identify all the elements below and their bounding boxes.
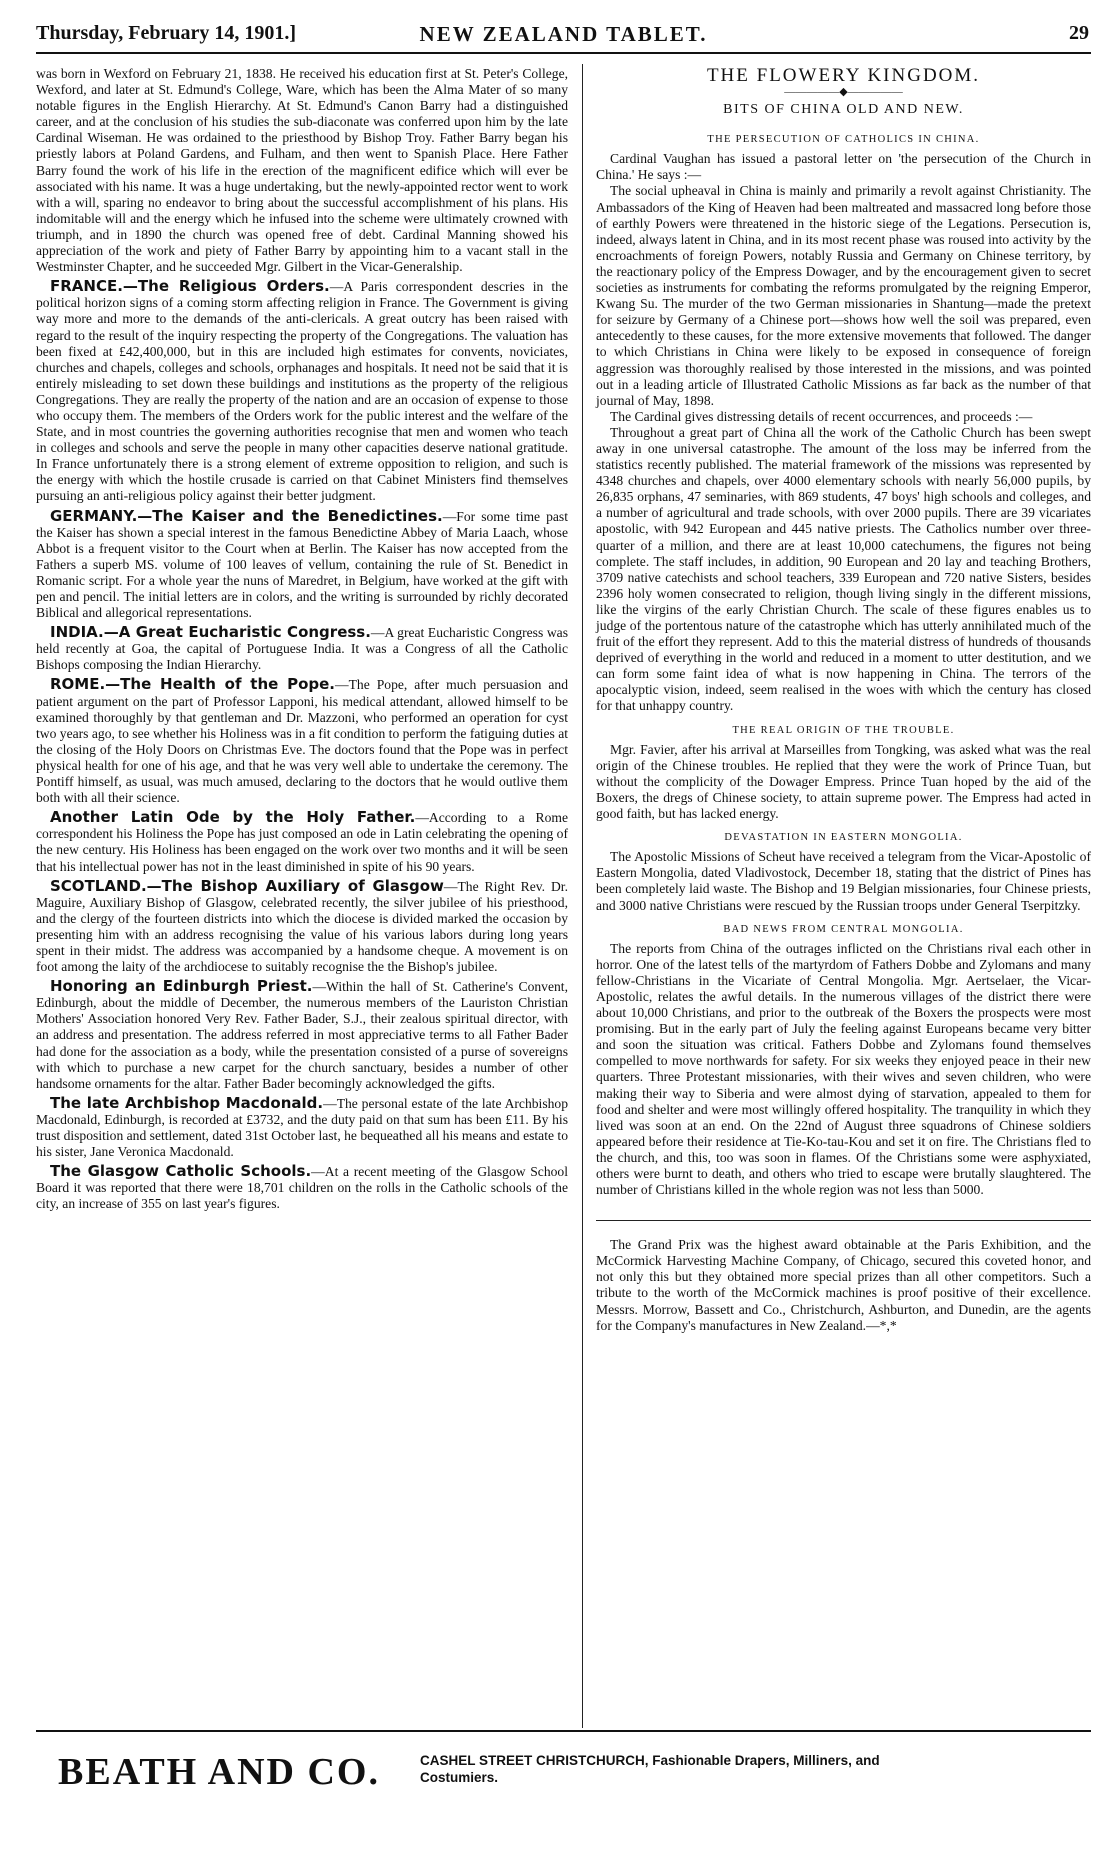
article-heading: Honoring an Edinburgh Priest. <box>50 977 313 996</box>
feature-title: THE FLOWERY KINGDOM. <box>706 65 981 86</box>
article-heading: The Glasgow Catholic Schools. <box>50 1162 312 1181</box>
intro-paragraph: was born in Wexford on February 21, 1838. He received his education first at St. Peter's College, Wexford, and later at St. Edmund's College, Ware, which has been the Alma Mater of so many notable figures in the English Hierarchy. At St. Edmund's Canon Barry had a distinguished career, and at the conclusion of his studies the sub-diaconate was conferred upon him by the late Cardinal Wiseman. He was ordained to the priesthood by Bishop Troy. Father Barry began his priestly labors at Poland Gardens, and Fulham, and then went to Spanish Place. Here Father Barry found the work of his life in the erection of the magnificent edifice which will ever be associated with his name. It was a huge undertaking, but the newly-appointed rector went to work with a will, sparing no endeavor to bring about the successful accomplishment of his plans. His indomitable will and the energy which he infused into the scheme were ultimately crowned with triumph, and in 1890 the church was opened free of debt. Cardinal Manning showed his appreciation of the work and piety of Father Barry by appointing him to a vacant stall in the Westminster Chapter, and he succeeded Mgr. Gilbert in the Vicar-Generalship. <box>36 66 568 275</box>
article-heading: SCOTLAND.—The Bishop Auxiliary of Glasgow <box>50 876 444 895</box>
ornament-divider: —————◆————— <box>784 86 903 99</box>
paragraph: Mgr. Favier, after his arrival at Marseilles from Tongking, was asked what was the real origin of the Chinese troubles. He replied that they were the work of Prince Tuan, but without the complicity of the Dowager Empress. Prince Tuan hoped by the aid of the Boxers, the dregs of Chinese society, to attain supreme power. The Empress had acted in good faith, but has lacked energy. <box>596 741 1091 822</box>
subhead-devastation: DEVASTATION IN EASTERN MONGOLIA. <box>724 832 963 844</box>
left-column <box>36 66 568 1212</box>
article-archbishop-macdonald <box>36 1095 568 1160</box>
article-india <box>36 624 568 673</box>
article-latin-ode <box>36 809 568 874</box>
column-divider <box>582 64 583 1728</box>
paragraph: Cardinal Vaughan has issued a pastoral letter on 'the persecution of the Church in China.' He says :— <box>596 151 1091 183</box>
paragraph: The reports from China of the outrages inflicted on the Christians rival each other in horror. One of the latest tells of the martyrdom of Fathers Dobbe and Zylomans and many fellow-Christians in the Vicariate of Central Mongolia. Mgr. Aertselaer, the Vicar-Apostolic, relates the awful details. In the numerous villages of the district there were about 10,000 Christians, and prior to the outbreak of the Boxers the prospects were most promising. But in the early part of July the feeling against Europeans became very bitter and soon the situation was critical. Fathers Dobbe and Zylomans found themselves compelled to move northwards for safety. For six weeks they enjoyed peace in their new quarters. Three Protestant missionaries, with their wives and seven children, who were making their way to Siberia and were almost dying of starvation, appealed to them for food and shelter and were most willingly offered hospitality. The tranquility in which they lived was soon at an end. On the 22nd of August three squadrons of Chinese soldiers appeared before their residence at Tie-Ko-tau-Kou and set it on fire. The Christians fled to the church, and this, too was soon in flames. Of the Christians some were asphyxiated, others were burnt to death, and others who tried to escape were brutally slaughtered. The number of Christians killed in the whole region was not less than 5000. <box>596 940 1091 1198</box>
feature-subtitle: BITS OF CHINA OLD AND NEW. <box>723 102 964 118</box>
article-body: —A Paris correspondent descries in the political horizon signs of a coming storm affecting religion in France. The Government is giving way more and more to the demands of the anti-clericals. A great outcry has been raised with regard to the result of the inquiry respecting the property of the Congregations. The valuation has been fixed at £42,400,000, but in this are included high estimates for convents, noviciates, churches and chapels, colleges and schools, orphanages and hospitals. It need not be said that it is entirely misleading to set down these buildings and institutions as the property of the religious Congregations. They are really the property of the nation and are an occasion of expense to those who occupy them. The members of the Orders work for the public interest and the welfare of the State, and in most countries the governing authorities recognise that men and women who teach in colleges and schools and serve the people in many other capacities deserve national gratitude. In France unfortunately there is a strong element of extreme opposition to religion, and such is the energy with which the hostile crusade is carried on that Cabinet Ministers find themselves pursuing an anti-religious policy against their better judgment. <box>36 279 568 504</box>
article-heading: GERMANY.—The Kaiser and the Benedictines. <box>50 506 443 525</box>
newspaper-page <box>36 18 1091 1848</box>
article-body: —At a recent meeting of the Glasgow School Board it was reported that there were 18,701 children on the rolls in the Catholic schools of the city, an increase of 355 on last year's figures. <box>36 1164 568 1212</box>
paragraph: The Cardinal gives distressing details of recent occurrences, and proceeds :— <box>610 408 1033 424</box>
subhead-persecution: THE PERSECUTION OF CATHOLICS IN CHINA. <box>707 134 980 146</box>
article-heading: ROME.—The Health of the Pope. <box>50 675 336 694</box>
article-heading: Another Latin Ode by the Holy Father. <box>50 808 416 827</box>
article-body: —The personal estate of the late Archbishop Macdonald, Edinburgh, is recorded at £3732, and the duty paid on that sum has been £11. By his trust disposition and settlement, dated 31st October last, he bequeathed all his means and estate to his sister, Jane Veronica Macdonald. <box>36 1095 568 1160</box>
article-heading: INDIA.—A Great Eucharistic Congress. <box>50 623 371 642</box>
article-body: —For some time past the Kaiser has shown a special interest in the famous Benedictine Abbey of Maria Laach, whose Abbot is a frequent visitor to the Court when at Berlin. The Kaiser has now accepted from the Fathers a superb MS. volume of 100 leaves of vellum, containing the rule of St. Benedict in Romanic script. For a whole year the nuns of Maredret, in Belgium, have worked at the gift with pen and pencil. The initial letters are in colors, and the writing is surrounded by richly decorated Biblical and allegorical representations. <box>36 508 568 621</box>
subhead-bad-news: BAD NEWS FROM CENTRAL MONGOLIA. <box>723 923 964 935</box>
paragraph: The Apostolic Missions of Scheut have received a telegram from the Vicar-Apostolic of Eastern Mongolia, dated Vladivostock, December 18, stating that the district of Pines has been completely laid waste. The Bishop and 19 Belgian missionaries, four Chinese priests, and 3000 native Christians were rescued by the Russian troops under General Tserpitzky. <box>596 849 1091 913</box>
article-body: —A great Eucharistic Congress was held recently at Goa, the capital of Portuguese India. It was a Congress of all the Catholic Bishops composing the Indian Hierarchy. <box>36 625 568 673</box>
article-body: —According to a Rome correspondent his Holiness the Pope has just composed an ode in Latin celebrating the opening of the new century. His Holiness has been engaged on the work over two months and it will be seen that his intellectual power has not in the least diminished in spite of his 90 years. <box>36 810 568 874</box>
paragraph: The social upheaval in China is mainly and primarily a revolt against Christianity. The Ambassadors of the King of Heaven had been maltreated and massacred long before those of earthly Powers were threatened in the historic siege of the Legations. Persecution is, indeed, always latent in China, and in its most recent phase was roused into activity by the encroachments of foreign Powers, notably Russia and Germany on Chinese territory, by the reactionary policy of the Empress Dowager, and by the encouragement given to secret societies as instruments for combating the reforms promulgated by the reigning Emperor, Kwang Su. The murder of the two German missionaries in Shantung—made the pretext for seizure by Germany of a Chinese port—shows how well the soil was prepared, even antecedently to these causes, for the more extensive movements that followed. The danger to which Christians in China were likely to be exposed in consequence of foreign aggression was thoroughly realised by those interested in the missions, and was pointed out in a leading article of Illustrated Catholic Missions as far back as the number of that journal of May, 1898. <box>596 183 1091 408</box>
footer-rule <box>36 1730 1091 1732</box>
article-germany <box>36 508 568 622</box>
header-page-number: 29 <box>1069 22 1089 44</box>
article-heading: FRANCE.—The Religious Orders. <box>50 277 330 296</box>
footer-address <box>420 1752 880 1786</box>
article-body: —The Pope, after much persuasion and patient argument on the part of Professor Lapponi, his medical attendant, allowed himself to be examined thoroughly by that gentleman and Dr. Mazzoni, who performed an operation for cyst two years ago, to see whether his Holiness was in a fit condition to perform the fatiguing duties at the closing of the Holy Doors on Christmas Eve. The doctors found that the Pope was in perfect physical health for one of his age, and that he was very well able to undertake the ceremony. The Pontiff himself, as usual, was much amused, declaring to the doctors that he would outlive them both with all their science. <box>36 677 569 806</box>
footer-line-2: Costumiers. <box>420 1770 499 1785</box>
article-edinburgh-priest <box>36 978 568 1092</box>
subhead-origin: THE REAL ORIGIN OF THE TROUBLE. <box>732 724 955 736</box>
header-date: Thursday, February 14, 1901.] <box>36 22 297 44</box>
article-rome <box>36 676 568 806</box>
page-header <box>36 18 1091 54</box>
footer-line-1: CASHEL STREET CHRISTCHURCH, Fashionable Drapers, Milliners, and <box>420 1753 880 1768</box>
footer-advertisement <box>36 1740 1091 1820</box>
article-body: —Within the hall of St. Catherine's Convent, Edinburgh, about the middle of December, the numerous members of the Lauriston Christian Mothers' Association honored Very Rev. Father Bader, S.J., their zealous spiritual director, with an address and presentation. The address referred in most appreciative terms to all Father Bader had done for the association as a body, while the presentation consisted of a purse of sovereigns with which to purchase a new carpet for the church sanctuary, besides a number of other handsome ornaments for the altar. Father Bader becomingly acknowledged the gifts. <box>36 979 568 1091</box>
paragraph: Throughout a great part of China all the work of the Catholic Church has been swept away in one universal catastrophe. The amount of the loss may be inferred from the statistics recently published. The material framework of the missions was represented by 4348 churches and chapels, over 4000 elementary schools with nearly 56,000 pupils, by 26,835 orphans, 47 seminaries, with 869 students, 47 boys' high schools and colleges, and a number of agricultural and trade schools, with over 2000 pupils. There are 39 vicariates apostolic, with 942 European and 445 native priests. The Catholics number over three-quarter of a million, and there are at least 10,000 catechumens, the figures not being complete. The staff includes, in addition, 90 European and 20 lay and teaching Brothers, 3709 native catechists and school teachers, 339 European and 720 native Sisters, besides 2396 holy women consecrated to religion, though living singly in the different missions, like the virgins of the early Christian Church. The scale of these figures enables us to judge of the portentous nature of the catastrophe which has utterly annihilated much of the fruit of the effort they represent. Add to this the material distress of hundreds of thousands deprived of everything in the world and reduced in a moment to utter destitution, and we can form some faint idea of what is now happening in China. The terrors of the apocalyptic vision, indeed, seem realised in the woes with which the century has closed for that unhappy country. <box>596 424 1091 714</box>
article-body: —The Right Rev. Dr. Maguire, Auxiliary Bishop of Glasgow, celebrated recently, the silver jubilee of his priesthood, and the clergy of the fourteen districts into which the diocese is divided marked the occasion by presenting him with an address recognising the value of his various labors during long years spent in their midst. The address was accompanied by a handsome cheque. A movement is on foot among the laity of the archdiocese to suitably recognise the the Bishop's jubilee. <box>36 878 568 975</box>
section-rule <box>596 1220 1091 1221</box>
right-column <box>596 66 1091 1334</box>
article-glasgow-schools <box>36 1163 568 1212</box>
article-france <box>36 278 568 504</box>
article-heading: The late Archbishop Macdonald. <box>50 1093 324 1112</box>
article-scotland <box>36 878 568 976</box>
header-paper-name: NEW ZEALAND TABLET. <box>419 22 708 46</box>
advertisement-paragraph: The Grand Prix was the highest award obtainable at the Paris Exhibition, and the McCormick Harvesting Machine Company, of Chicago, secured this coveted honor, and not only this but they obtained more special prizes than all other competitors. Such a tribute to the worth of the McCormick machines is proof positive of their excellence. Messrs. Morrow, Bassett and Co., Christchurch, Ashburton, and Dunedin, are the agents for the Company's manufactures in New Zealand.—*,* <box>596 1237 1091 1333</box>
footer-brand: BEATH AND CO. <box>58 1751 380 1793</box>
